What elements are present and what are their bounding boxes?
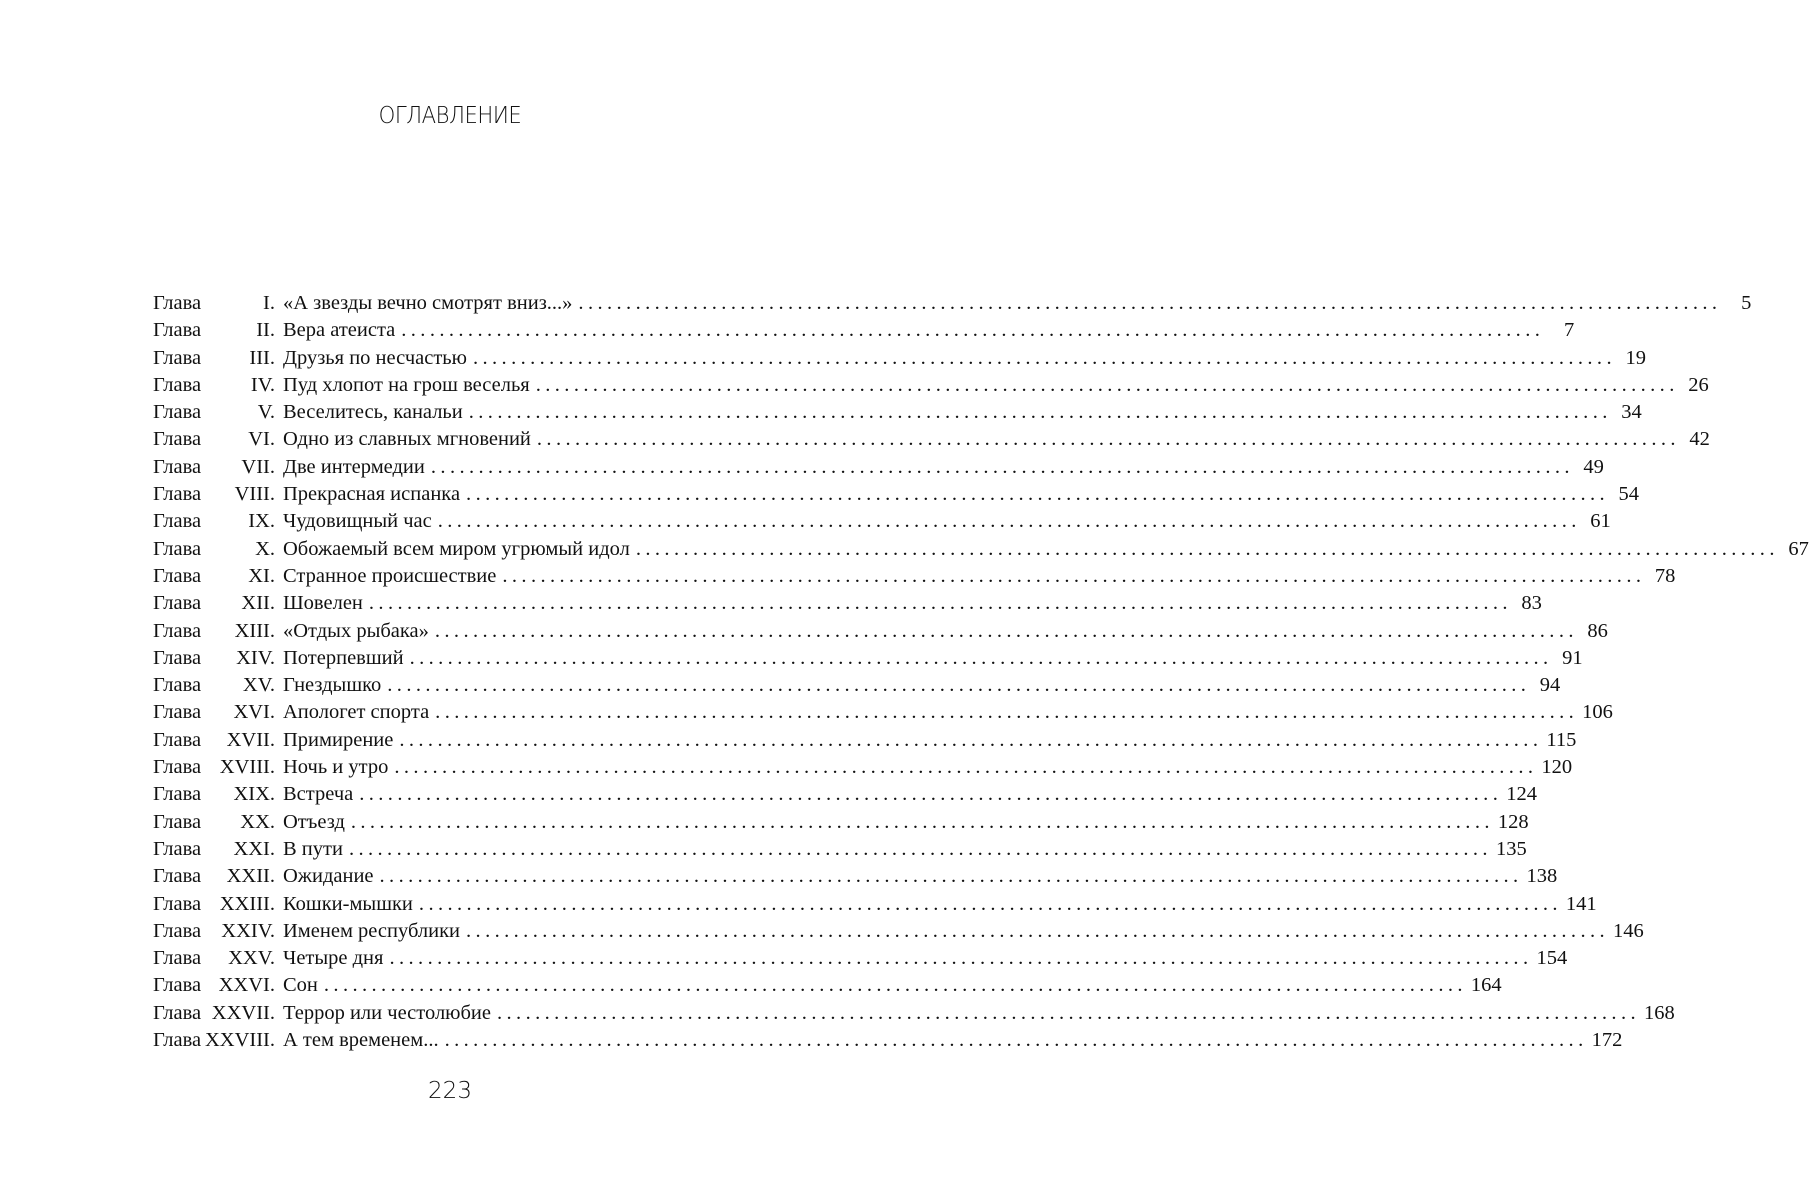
toc-chapter-number: III. — [249, 346, 275, 369]
toc-chapter-number: XVI. — [233, 701, 275, 724]
toc-page-number: 61 — [1590, 510, 1611, 533]
toc-chapter-number: XV. — [242, 674, 275, 697]
toc-entry — [153, 863, 1558, 890]
toc-chapter-word: Глава — [153, 674, 202, 697]
toc-chapter-word: Глава — [153, 810, 202, 833]
toc-entry — [153, 754, 1573, 781]
toc-page-number: 138 — [1526, 865, 1558, 888]
toc-chapter-word: Глава — [153, 892, 202, 915]
toc-chapter-number: IV. — [250, 373, 275, 396]
toc-dot-leader: ........................................................................................................................ — [418, 892, 1562, 915]
toc-chapter-title: Четыре дня — [283, 947, 384, 970]
toc-chapter-word: Глава — [153, 947, 202, 970]
toc-chapter-number: II. — [256, 319, 275, 342]
toc-dot-leader: ........................................................................................................................ — [472, 346, 1616, 369]
toc-dot-leader: ........................................................................................................................ — [430, 455, 1574, 478]
toc-entry — [153, 699, 1613, 726]
toc-entry — [153, 590, 1542, 617]
toc-chapter-number: XIX. — [233, 783, 275, 806]
toc-chapter-number: XVII. — [226, 728, 275, 751]
toc-page-number: 26 — [1688, 373, 1709, 396]
toc-chapter-title: Чудовищный час — [283, 510, 432, 533]
toc-chapter-number: VI. — [248, 428, 275, 451]
toc-chapter-title: В пути — [283, 837, 343, 860]
toc-chapter-number: XIV. — [236, 646, 275, 669]
toc-chapter-title: Апологет спорта — [283, 701, 430, 724]
toc-chapter-title: Друзья по несчастью — [283, 346, 467, 369]
toc-chapter-title: Веселитесь, канальи — [283, 401, 463, 424]
page-title: ОГЛАВЛЕНИЕ — [378, 103, 522, 129]
toc-entry — [153, 645, 1583, 672]
toc-page-number: 124 — [1506, 783, 1537, 806]
toc-chapter-number: XVIII. — [219, 756, 275, 779]
toc-entry — [153, 372, 1709, 399]
toc-chapter-title: Пуд хлопот на грош веселья — [283, 373, 530, 396]
toc-chapter-title: Именем республики — [283, 919, 461, 942]
toc-entry — [153, 563, 1676, 590]
toc-chapter-title: Сон — [283, 974, 318, 997]
toc-chapter-word: Глава — [153, 428, 202, 451]
toc-chapter-number: XX. — [240, 810, 275, 833]
toc-page-number: 94 — [1539, 674, 1561, 697]
toc-page-number: 49 — [1583, 455, 1604, 478]
toc-dot-leader: ........................................................................................................................ — [323, 974, 1467, 997]
toc-dot-leader: ........................................................................................................................ — [359, 783, 1503, 806]
toc-chapter-word: Глава — [153, 756, 202, 779]
toc-entry — [153, 508, 1611, 535]
toc-dot-leader: ........................................................................................................................ — [348, 837, 1492, 860]
toc-entry — [153, 536, 1809, 563]
toc-page-number: 5 — [1741, 292, 1752, 314]
toc-page-number: 7 — [1564, 319, 1575, 342]
toc-chapter-word: Глава — [153, 701, 202, 724]
toc-chapter-title: Встреча — [283, 783, 354, 806]
toc-page-number: 91 — [1562, 646, 1583, 669]
toc-chapter-number: XXVII. — [211, 1001, 275, 1024]
toc-page-number: 34 — [1621, 401, 1642, 424]
toc-chapter-title: «Отдых рыбака» — [283, 619, 429, 642]
toc-entry — [153, 426, 1710, 453]
toc-dot-leader: ........................................................................................................................ — [368, 592, 1512, 615]
toc-dot-leader: ........................................................................................................................ — [466, 919, 1610, 942]
toc-chapter-word: Глава — [153, 319, 202, 342]
toc-chapter-word: Глава — [153, 510, 202, 533]
toc-chapter-word: Глава — [153, 728, 202, 751]
toc-page-number: 83 — [1521, 592, 1542, 615]
toc-chapter-word: Глава — [153, 483, 202, 506]
toc-page-number: 128 — [1497, 810, 1529, 833]
toc-dot-leader: ........................................................................................................................ — [434, 619, 1578, 642]
toc-chapter-number: VIII. — [234, 483, 275, 506]
toc-chapter-title: Ночь и утро — [283, 756, 389, 779]
toc-entry — [153, 317, 1575, 344]
toc-page-number: 120 — [1541, 756, 1573, 779]
toc-page-number: 135 — [1495, 837, 1527, 860]
toc-chapter-title: «А звезды вечно смотрят вниз...» — [283, 292, 573, 314]
toc-chapter-word: Глава — [153, 346, 202, 369]
toc-chapter-title: Две интермедии — [283, 455, 425, 478]
toc-chapter-number: I. — [263, 292, 275, 314]
toc-page-number: 146 — [1613, 919, 1644, 942]
toc-dot-leader: ........................................................................................................................ — [387, 674, 1531, 697]
toc-dot-leader: ........................................................................................................................ — [444, 1029, 1588, 1052]
toc-chapter-title: Вера атеиста — [283, 319, 396, 342]
toc-page-number: 168 — [1644, 1001, 1675, 1024]
toc-page-number: 78 — [1654, 564, 1676, 587]
toc-chapter-word: Глава — [153, 373, 202, 396]
toc-chapter-number: XXVIII. — [204, 1029, 275, 1052]
toc-dot-leader: ........................................................................................................................ — [535, 373, 1679, 396]
page-number: 223 — [428, 1078, 472, 1104]
toc-chapter-word: Глава — [153, 837, 202, 860]
toc-page-number: 106 — [1582, 701, 1613, 724]
toc-entry — [153, 399, 1642, 426]
toc-dot-leader: ........................................................................................................................ — [409, 646, 1553, 669]
toc-dot-leader: ........................................................................................................................ — [399, 728, 1543, 751]
toc-chapter-number: XXIV. — [221, 919, 275, 942]
toc-dot-leader: ........................................................................................................................ — [635, 537, 1779, 560]
toc-chapter-word: Глава — [153, 592, 202, 615]
toc-chapter-title: Ожидание — [283, 865, 374, 888]
toc-chapter-number: XXIII. — [219, 892, 275, 915]
toc-chapter-word: Глава — [153, 564, 202, 587]
toc-page-number: 115 — [1546, 728, 1577, 751]
toc-chapter-word: Глава — [153, 646, 202, 669]
toc-page-number: 19 — [1625, 346, 1646, 369]
toc-dot-leader: ........................................................................................................................ — [497, 1001, 1640, 1024]
toc-chapter-number: X. — [255, 537, 275, 560]
toc-entry — [153, 945, 1568, 972]
toc-chapter-title: Странное происшествие — [283, 564, 497, 587]
toc-chapter-number: XI. — [248, 564, 275, 587]
toc-chapter-word: Глава — [153, 537, 202, 560]
toc-dot-leader: ........................................................................................................................ — [379, 865, 1523, 888]
toc-chapter-title: Шовелен — [283, 592, 363, 615]
toc-entry — [153, 290, 1752, 317]
toc-chapter-number: XIII. — [234, 619, 275, 642]
toc-chapter-word: Глава — [153, 455, 202, 478]
toc-page-number: 164 — [1470, 974, 1502, 997]
toc-page-number: 154 — [1536, 947, 1568, 970]
toc-chapter-title: Кошки-мышки — [283, 892, 413, 915]
toc-chapter-title: Прекрасная испанка — [283, 483, 461, 506]
toc-dot-leader: ........................................................................................................................ — [578, 292, 1722, 314]
toc-entry — [153, 672, 1561, 699]
toc-chapter-title: Отъезд — [283, 810, 345, 833]
toc-chapter-word: Глава — [153, 401, 202, 424]
toc-entry — [153, 1027, 1623, 1054]
toc-chapter-number: VII. — [241, 455, 275, 478]
toc-page-number: 42 — [1689, 428, 1710, 451]
toc-dot-leader: ........................................................................................................................ — [466, 483, 1610, 506]
toc-chapter-word: Глава — [153, 1001, 202, 1024]
toc-chapter-title: Обожаемый всем миром угрюмый идол — [283, 537, 630, 560]
toc-chapter-number: XXVI. — [218, 974, 275, 997]
toc-chapter-number: XXV. — [228, 947, 275, 970]
toc-chapter-word: Глава — [153, 865, 202, 888]
toc-dot-leader: ........................................................................................................................ — [350, 810, 1494, 833]
toc-dot-leader: ........................................................................................................................ — [502, 564, 1646, 587]
toc-entry — [153, 727, 1577, 754]
toc-dot-leader: ........................................................................................................................ — [389, 947, 1533, 970]
toc-entry — [153, 809, 1529, 836]
toc-entry — [153, 481, 1640, 508]
toc-chapter-title: Потерпевший — [283, 646, 404, 669]
toc-page-number: 54 — [1618, 483, 1640, 506]
toc-page-number: 86 — [1587, 619, 1608, 642]
toc-chapter-number: V. — [257, 401, 275, 424]
toc-chapter-number: XXII. — [226, 865, 275, 888]
toc-chapter-title: Гнездышко — [283, 674, 382, 697]
toc-dot-leader: ........................................................................................................................ — [468, 401, 1612, 424]
toc-entry — [153, 618, 1608, 645]
toc-entry — [153, 1000, 1675, 1027]
toc-chapter-title: Террор или честолюбие — [283, 1001, 491, 1024]
toc-chapter-number: IX. — [248, 510, 275, 533]
toc-chapter-word: Глава — [153, 919, 202, 942]
toc-page-number: 67 — [1788, 537, 1809, 560]
toc-entry — [153, 454, 1604, 481]
toc-chapter-word: Глава — [153, 974, 202, 997]
toc-chapter-number: XXI. — [233, 837, 275, 860]
toc-entry — [153, 918, 1644, 945]
toc-entry — [153, 345, 1646, 372]
toc-entry — [153, 836, 1527, 863]
toc-chapter-word: Глава — [153, 292, 202, 314]
toc-chapter-word: Глава — [153, 783, 202, 806]
table-of-contents — [153, 290, 1809, 1054]
toc-chapter-number: XII. — [241, 592, 275, 615]
toc-entry — [153, 781, 1537, 808]
toc-dot-leader: ........................................................................................................................ — [435, 701, 1579, 724]
toc-dot-leader: ........................................................................................................................ — [437, 510, 1581, 533]
toc-chapter-word: Глава — [153, 619, 202, 642]
toc-chapter-title: А тем временем... — [283, 1029, 439, 1052]
toc-dot-leader: ........................................................................................................................ — [394, 756, 1538, 779]
toc-dot-leader: ........................................................................................................................ — [536, 428, 1680, 451]
toc-chapter-title: Одно из славных мгновений — [283, 428, 531, 451]
toc-dot-leader: ........................................................................................................................ — [401, 319, 1545, 342]
toc-chapter-title: Примирение — [283, 728, 394, 751]
toc-entry — [153, 972, 1502, 999]
toc-page-number: 141 — [1565, 892, 1597, 915]
toc-page-number: 172 — [1591, 1029, 1623, 1052]
toc-chapter-word: Глава — [153, 1029, 202, 1052]
toc-entry — [153, 891, 1597, 918]
